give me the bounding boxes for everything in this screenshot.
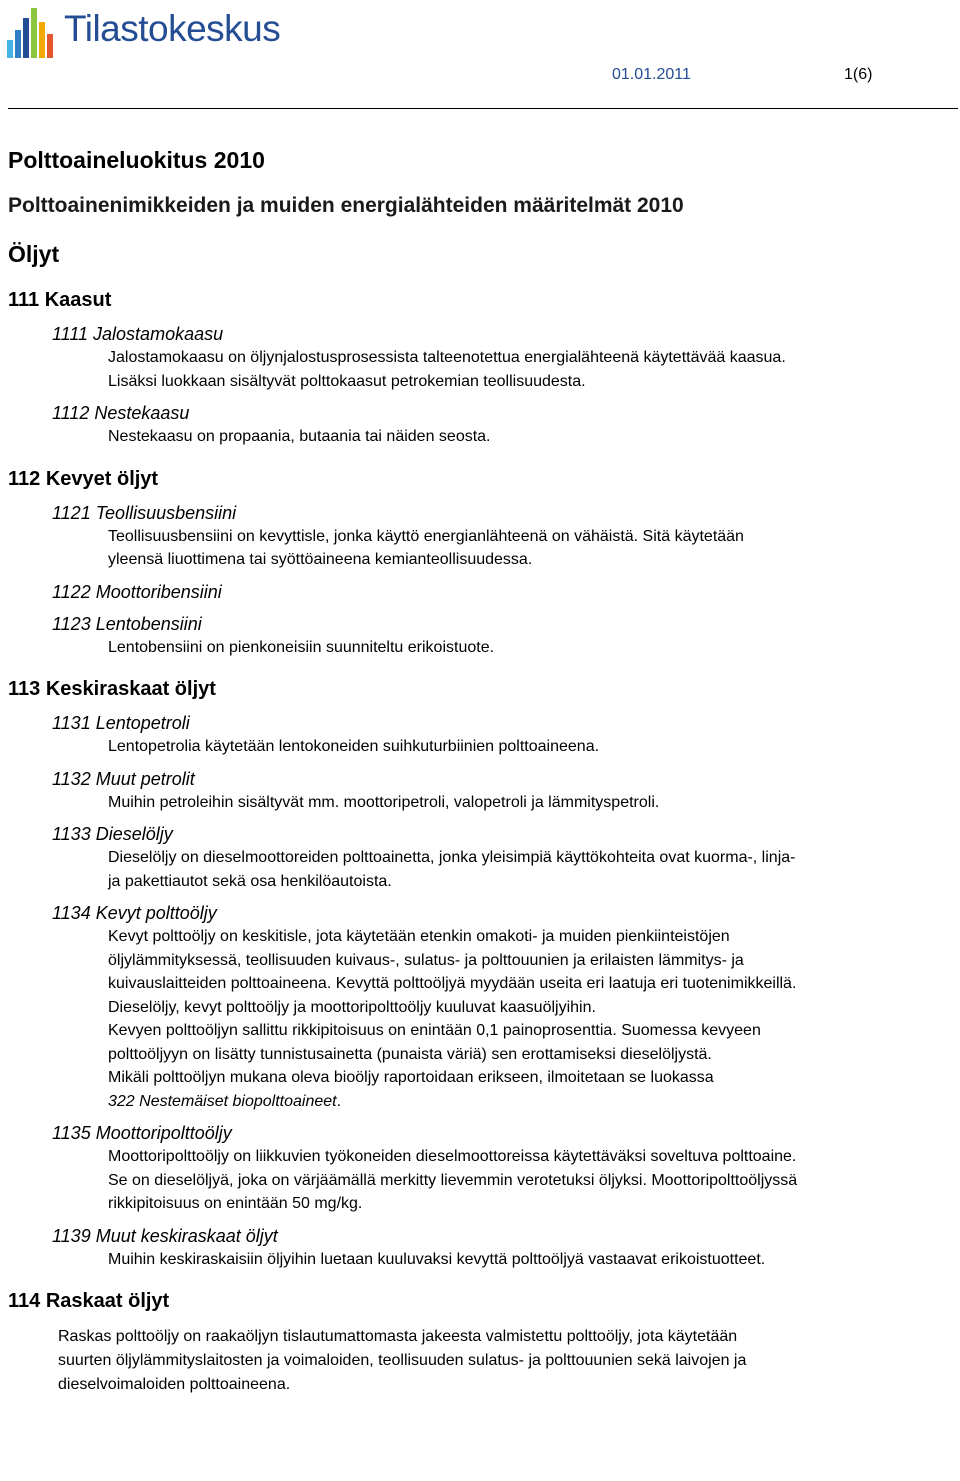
- group-description: [58, 1325, 953, 1397]
- page-number: 1(6): [844, 66, 873, 83]
- description-line: Teollisuusbensiini on kevyttisle, jonka käyttö energianlähteenä on vähäistä. Sitä käytetään: [108, 527, 744, 545]
- document-subtitle: Polttoainenimikkeiden ja muiden energialähteiden määritelmät 2010: [8, 194, 684, 217]
- fuel-item: [52, 767, 953, 815]
- item-title: 1121 Teollisuusbensiini: [52, 502, 237, 523]
- description-line: suurten öljylämmityslaitosten ja voimaloiden, teollisuuden sulatus- ja polttouunien sekä laivojen ja: [58, 1352, 747, 1369]
- item-description: [108, 846, 953, 893]
- fuel-groups: [8, 286, 953, 1397]
- description-line: Mikäli polttoöljyn mukana oleva bioöljy raportoidaan erikseen, ilmoitetaan se luokassa: [108, 1069, 714, 1086]
- description-line: Jalostamokaasu on öljynjalostusprosessista talteenotettua energialähteenä käytettävää kaasua.: [108, 349, 786, 366]
- description-line: Lentopetrolia käytetään lentokoneiden suihkuturbiinien polttoaineena.: [108, 738, 600, 755]
- fuel-item: [52, 612, 953, 660]
- description-line: Muihin keskiraskaisiin öljyihin luetaan kuuluvaksi kevyttä polttoöljyä vastaavat erikoistuotteet.: [108, 1250, 766, 1268]
- item-title: 1133 Dieselöljy: [52, 824, 173, 844]
- fuel-item: [52, 711, 953, 759]
- header-divider: [8, 108, 958, 109]
- section-title: Öljyt: [8, 241, 60, 267]
- item-description: [108, 735, 953, 759]
- description-line: Raskas polttoöljy on raakaöljyn tislautumattomasta jakeesta valmistettu polttoöljy, jota käytetään: [58, 1328, 738, 1345]
- document-body: [8, 140, 953, 1397]
- description-line: kuivauslaitteiden polttoaineena. Kevyttä polttoöljyä myydään useita eri laatuja eri tuotenimikkeillä.: [108, 975, 797, 992]
- description-line: dieselvoimaloiden polttoaineena.: [58, 1376, 291, 1393]
- description-line: Lentobensiini on pienkoneisiin suunniteltu erikoistuote.: [108, 638, 495, 656]
- description-line: Kevyen polttoöljyn sallittu rikkipitoisuus on enintään 0,1 painoprosenttia. Suomessa kevyeen: [108, 1022, 761, 1039]
- description-line: Moottoripolttoöljy on liikkuvien työkoneiden dieselmoottoreissa käytettäväksi soveltuva polttoaine.: [108, 1148, 797, 1165]
- description-line: polttoöljyyn on lisätty tunnistusainetta (punaista väriä) sen erottamiseksi dieselöljystä.: [108, 1045, 712, 1063]
- page-header: [0, 0, 960, 110]
- fuel-item: [52, 1121, 953, 1216]
- item-description: [108, 1248, 953, 1272]
- item-description: [108, 925, 953, 1113]
- description-line: Dieselöljy, kevyt polttoöljy ja moottoripolttoöljy kuuluvat kaasuöljyihin.: [108, 998, 596, 1016]
- fuel-item: [52, 501, 953, 572]
- description-line: Se on dieselöljyä, joka on värjäämällä merkitty lievemmin verotetuksi öljyksi. Moottoripolttoöljyssä: [108, 1171, 798, 1189]
- description-line: Muihin petroleihin sisältyvät mm. moottoripetroli, valopetroli ja lämmityspetroli.: [108, 793, 660, 811]
- reference-line: [108, 1090, 953, 1114]
- item-description: [108, 791, 953, 815]
- description-line: Kevyt polttoöljy on keskitisle, jota käytetään etenkin omakoti- ja muiden pienkiinteistöjen: [108, 928, 730, 945]
- fuel-item: [52, 1224, 953, 1272]
- item-title: 1131 Lentopetroli: [52, 713, 190, 733]
- fuel-group: [8, 675, 953, 1271]
- item-description: [108, 525, 953, 572]
- group-title: 112 Kevyet öljyt: [8, 467, 159, 490]
- fuel-item: [52, 822, 953, 893]
- fuel-item: [52, 322, 953, 393]
- item-title: 1111 Jalostamokaasu: [52, 324, 224, 344]
- reference-class-name: 322 Nestemäiset biopolttoaineet: [108, 1092, 337, 1110]
- item-title: 1139 Muut keskiraskaat öljyt: [52, 1225, 278, 1246]
- tilastokeskus-logo-icon: [5, 4, 61, 60]
- description-line: rikkipitoisuus on enintään 50 mg/kg.: [108, 1195, 363, 1212]
- item-title: 1134 Kevyt polttoöljy: [52, 903, 217, 923]
- description-line: öljylämmityksessä, teollisuuden kuivaus-, sulatus- ja polttouunien ja erilaisten lämmitys- ja: [108, 951, 744, 969]
- reference-suffix: .: [336, 1092, 342, 1110]
- fuel-item: [52, 901, 953, 1113]
- document-date: 01.01.2011: [612, 66, 691, 83]
- description-line: Lisäksi luokkaan sisältyvät polttokaasut petrokemian teollisuudesta.: [108, 372, 586, 390]
- description-line: yleensä liuottimena tai syöttöaineena kemianteollisuudessa.: [108, 551, 533, 568]
- item-description: [108, 346, 953, 393]
- fuel-item: [52, 580, 953, 604]
- fuel-item: [52, 401, 953, 449]
- description-line: Nestekaasu on propaania, butaania tai näiden seosta.: [108, 428, 491, 445]
- item-description: [108, 1145, 953, 1216]
- logo-text: Tilastokeskus: [64, 8, 281, 49]
- item-title: 1135 Moottoripolttoöljy: [52, 1123, 232, 1143]
- fuel-group: [8, 465, 953, 660]
- item-title: 1123 Lentobensiini: [52, 613, 202, 634]
- item-title: 1132 Muut petrolit: [52, 768, 195, 789]
- fuel-group: [8, 286, 953, 449]
- item-title: 1112 Nestekaasu: [52, 403, 190, 423]
- group-title: 111 Kaasut: [8, 289, 112, 311]
- group-title: 113 Keskiraskaat öljyt: [8, 678, 216, 700]
- group-title: 114 Raskaat öljyt: [8, 1290, 170, 1312]
- item-title: 1122 Moottoribensiini: [52, 581, 222, 602]
- item-description: [108, 425, 953, 449]
- item-description: [108, 636, 953, 660]
- fuel-group: [8, 1287, 953, 1397]
- description-line: Dieselöljy on dieselmoottoreiden polttoainetta, jonka yleisimpiä käyttökohteita ovat kuorma-, linja-: [108, 849, 796, 866]
- document-title: Polttoaineluokitus 2010: [8, 147, 265, 173]
- description-line: ja pakettiautot sekä osa henkilöautoista.: [108, 872, 392, 890]
